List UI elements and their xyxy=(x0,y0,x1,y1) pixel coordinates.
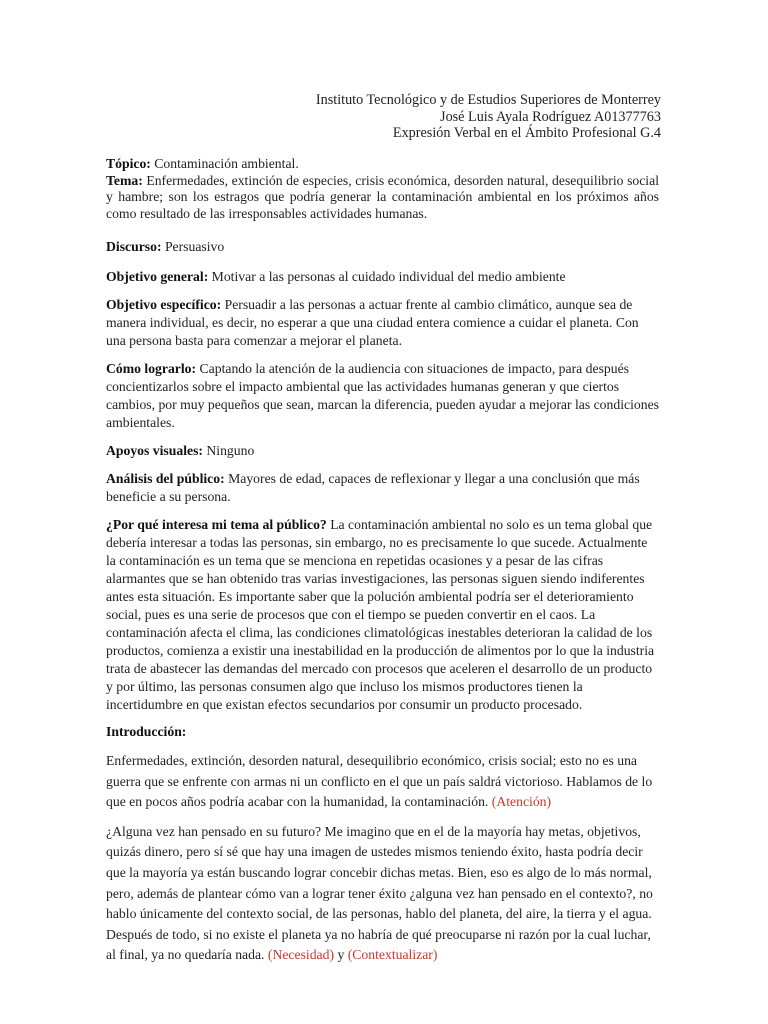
necesidad-annotation: (Necesidad) xyxy=(267,947,335,963)
introduccion-paragraph-2 xyxy=(106,822,659,966)
objetivo-general-line xyxy=(106,268,659,286)
objetivo-especifico-paragraph xyxy=(106,296,659,350)
por-que-text: La contaminación ambiental no solo es un tema global que debería interesar a todas las personas, sin embargo, no es precisamente lo que sucede. Actualmente la contaminación es un tema que se menciona en repetidas ocasiones y a pesar de las cifras alarmantes que se han obtenido tras varias investigaciones, las personas siguen siendo indiferentes antes esta situación. Es importante saber que la polución ambiental podría ser el deterioramiento social, pues es una serie de procesos que con el tiempo se pueden convertir en el caos. La contaminación afecta el clima, las condiciones climatológicas inestables deterioran la calidad de los productos, comienza a existir una inestabilidad en la producción de alimentos por lo que la industria trata de abastecer las demandas del mercado con procesos que aceleren el desarrollo de un producto y por último, las personas consumen algo que incluso los mismos productores tienen la incertidumbre en que existan efectos secundarios por consumir un producto procesado. xyxy=(106,517,655,712)
contextualizar-annotation: (Contextualizar) xyxy=(347,947,438,963)
discurso-text: Persuasivo xyxy=(161,239,225,254)
atencion-annotation: (Atención) xyxy=(491,794,552,810)
discurso-line xyxy=(106,238,659,256)
apoyos-visuales-label: Apoyos visuales: xyxy=(106,443,203,458)
annotation-connector: y xyxy=(334,947,348,963)
tema-text: Enfermedades, extinción de especies, crisis económica, desorden natural, desequilibrio social y hambre; son los estragos que podría generar la contaminación ambiental en los próximos años como resultado de las irresponsables actividades humanas. xyxy=(106,172,659,221)
introduccion-p2-text: ¿Alguna vez han pensado en su futuro? Me imagino que en el de la mayoría hay metas, objetivos, quizás dinero, pero sí sé que hay una imagen de ustedes mismos teniendo éxito, hasta podría decir que la mayoría ya están buscando lograr concebir dichas metas. Bien, eso es algo de lo más normal, pero, además de plantear cómo van a lograr tener éxito ¿alguna vez han pensado en el contexto?, no hablo únicamente del contexto social, de las personas, hablo del planeta, del aire, la tierra y el agua. Después de todo, si no existe el planeta ya no habría de qué preocuparse ni razón por la cual luchar, al final, ya no quedaría nada. xyxy=(106,823,653,963)
introduccion-heading xyxy=(106,723,659,741)
topico-label: Tópico: xyxy=(106,156,151,171)
por-que-paragraph xyxy=(106,516,659,714)
objetivo-general-text: Motivar a las personas al cuidado individual del medio ambiente xyxy=(208,268,566,284)
objetivo-especifico-label: Objetivo específico: xyxy=(106,297,222,312)
analisis-publico-text: Mayores de edad, capaces de reflexionar y llegar a una conclusión que más beneficie a su persona. xyxy=(106,471,640,504)
analisis-publico-label: Análisis del público: xyxy=(106,471,225,486)
apoyos-visuales-line xyxy=(106,442,659,460)
introduccion-p1-text: Enfermedades, extinción, desorden natural, desequilibrio económico, crisis social; esto no es una guerra que se enfrente con armas ni un conflicto en el que un país saldrá victorioso. Hablamos de lo que en pocos años podría acabar con la humanidad, la contaminación. xyxy=(106,753,653,810)
institution-name: Instituto Tecnológico y de Estudios Superiores de Monterrey xyxy=(315,92,661,108)
objetivo-general-label: Objetivo general: xyxy=(106,268,209,284)
como-lograrlo-label: Cómo lograrlo: xyxy=(106,361,197,376)
tema-paragraph xyxy=(106,173,659,223)
topico-line xyxy=(106,156,659,173)
apoyos-visuales-text: Ninguno xyxy=(202,443,255,458)
objetivo-especifico-text: Persuadir a las personas a actuar frente al cambio climático, aunque sea de manera individual, es decir, no esperar a que una ciudad entera comience a cuidar el planeta. Con una persona basta para comenzar a mejorar el planeta. xyxy=(106,297,639,348)
introduccion-paragraph-1 xyxy=(106,751,659,813)
introduccion-heading-text: Introducción: xyxy=(106,724,187,739)
como-lograrlo-text: Captando la atención de la audiencia con situaciones de impacto, para después concientizarlos sobre el impacto ambiental que las actividades humanas generan y que ciertos cambios, por muy pequeños que sean, marcan la diferencia, pueden ayudar a mejorar las condiciones ambientales. xyxy=(106,361,659,430)
como-lograrlo-paragraph xyxy=(106,360,659,432)
topico-text: Contaminación ambiental. xyxy=(150,156,299,171)
tema-label: Tema: xyxy=(106,172,143,188)
document-body xyxy=(106,156,659,966)
analisis-publico-paragraph xyxy=(106,470,659,506)
student-name: José Luis Ayala Rodríguez A01377763 xyxy=(440,108,661,125)
por-que-label: ¿Por qué interesa mi tema al público? xyxy=(106,517,327,532)
course-name: Expresión Verbal en el Ámbito Profesional G.4 xyxy=(392,125,661,141)
discurso-label: Discurso: xyxy=(106,239,162,254)
document-header xyxy=(316,92,661,142)
